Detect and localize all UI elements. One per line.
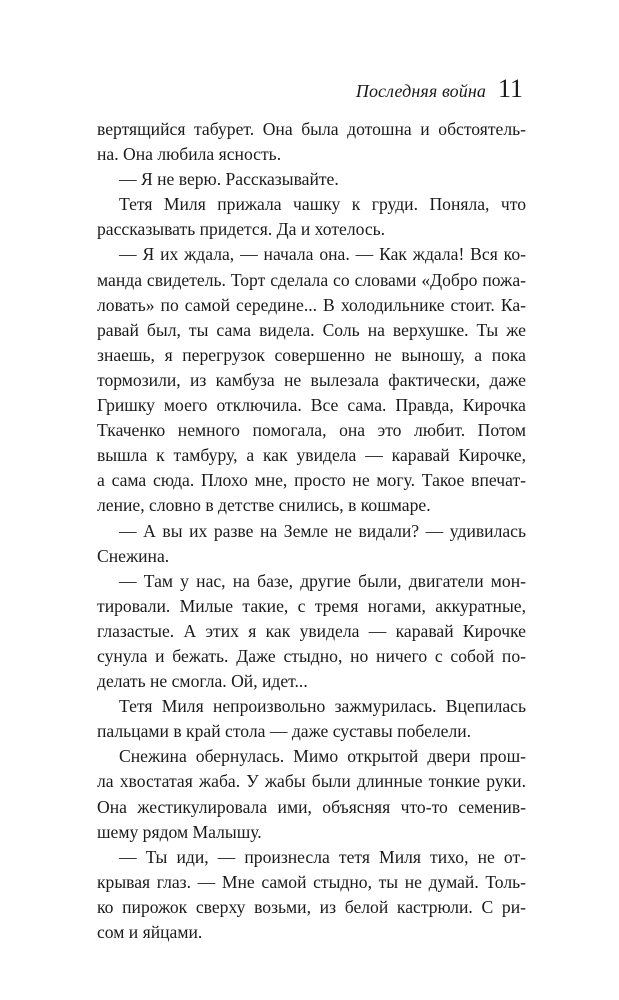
text-line: вертящийся табурет. Она была дотошна и обстоятель- <box>97 119 526 139</box>
text-line: рассказывать придется. Да и хотелось. <box>97 219 386 240</box>
text-line: крывая глаз. — Мне самой стыдно, ты не думай. Толь- <box>97 871 526 892</box>
text-line: — Ты иди, — произнесла тетя Миля тихо, не от- <box>119 846 526 867</box>
text-line: Снежина. <box>97 545 170 566</box>
text-line: Тетя Миля непроизвольно зажмурилась. Вцепилась <box>119 696 526 717</box>
running-header <box>356 76 523 102</box>
text-line: Снежина обернулась. Мимо открытой двери прош- <box>119 746 526 767</box>
text-line: Тетя Миля прижала чашку к груди. Поняла, что <box>119 194 526 215</box>
body-text <box>97 117 526 945</box>
text-line: а сама сюда. Плохо мне, просто не могу. Такое впечат- <box>97 470 526 491</box>
text-line: манда свидетель. Торт сделала со словами «Добро пожа- <box>97 269 526 290</box>
running-title: Последняя война <box>355 81 486 101</box>
text-line: равай был, ты сама видела. Соль на верхушке. Ты же <box>97 319 526 340</box>
text-line: делать не смогла. Ой, идет... <box>97 671 308 692</box>
text-line: пальцами в край стола — даже суставы побелели. <box>97 721 472 742</box>
text-line: — Я не верю. Рассказывайте. <box>119 169 339 190</box>
text-line: — Там у нас, на базе, другие были, двигатели мон- <box>119 570 526 591</box>
text-line: Ткаченко немного помогала, она это любит. Потом <box>97 420 526 441</box>
text-line: Она жестикулировала ими, объясняя что-то семенив- <box>97 796 526 817</box>
text-line: — А вы их разве на Земле не видали? — удивилась <box>119 520 526 541</box>
text-line: сунула и бежать. Даже стыдно, но ничего с собой по- <box>97 645 526 666</box>
text-line: шему рядом Малышу. <box>97 821 262 842</box>
text-line: ко пирожок сверху возьми, из белой кастрюли. С ри- <box>97 896 526 917</box>
text-line: ление, словно в детстве снились, в кошмаре. <box>97 495 431 516</box>
text-line: тировали. Милые такие, с тремя ногами, аккуратные, <box>97 595 526 616</box>
text-line: вышла к тамбуру, а как увидела — каравай Кирочке, <box>97 445 526 466</box>
text-line: глазастые. А этих я как увидела — каравай Кирочке <box>97 620 526 641</box>
text-line: сом и яйцами. <box>97 922 203 942</box>
text-line: тормозили, из камбуза не вылезала фактически, даже <box>97 369 526 390</box>
text-line: — Я их ждала, — начала она. — Как ждала! Вся ко- <box>119 244 526 265</box>
text-line: на. Она любила ясность. <box>97 144 282 165</box>
text-line: ловать» по самой середине... В холодильнике стоит. Ка- <box>97 294 526 315</box>
text-line: ла хвостатая жаба. У жабы были длинные тонкие руки. <box>97 771 526 792</box>
text-line: знаешь, я перегрузок совершенно не выношу, а пока <box>97 344 526 365</box>
page-number: 11 <box>497 74 523 103</box>
text-line: Гришку моего отключила. Все сама. Правда, Кирочка <box>97 395 526 416</box>
